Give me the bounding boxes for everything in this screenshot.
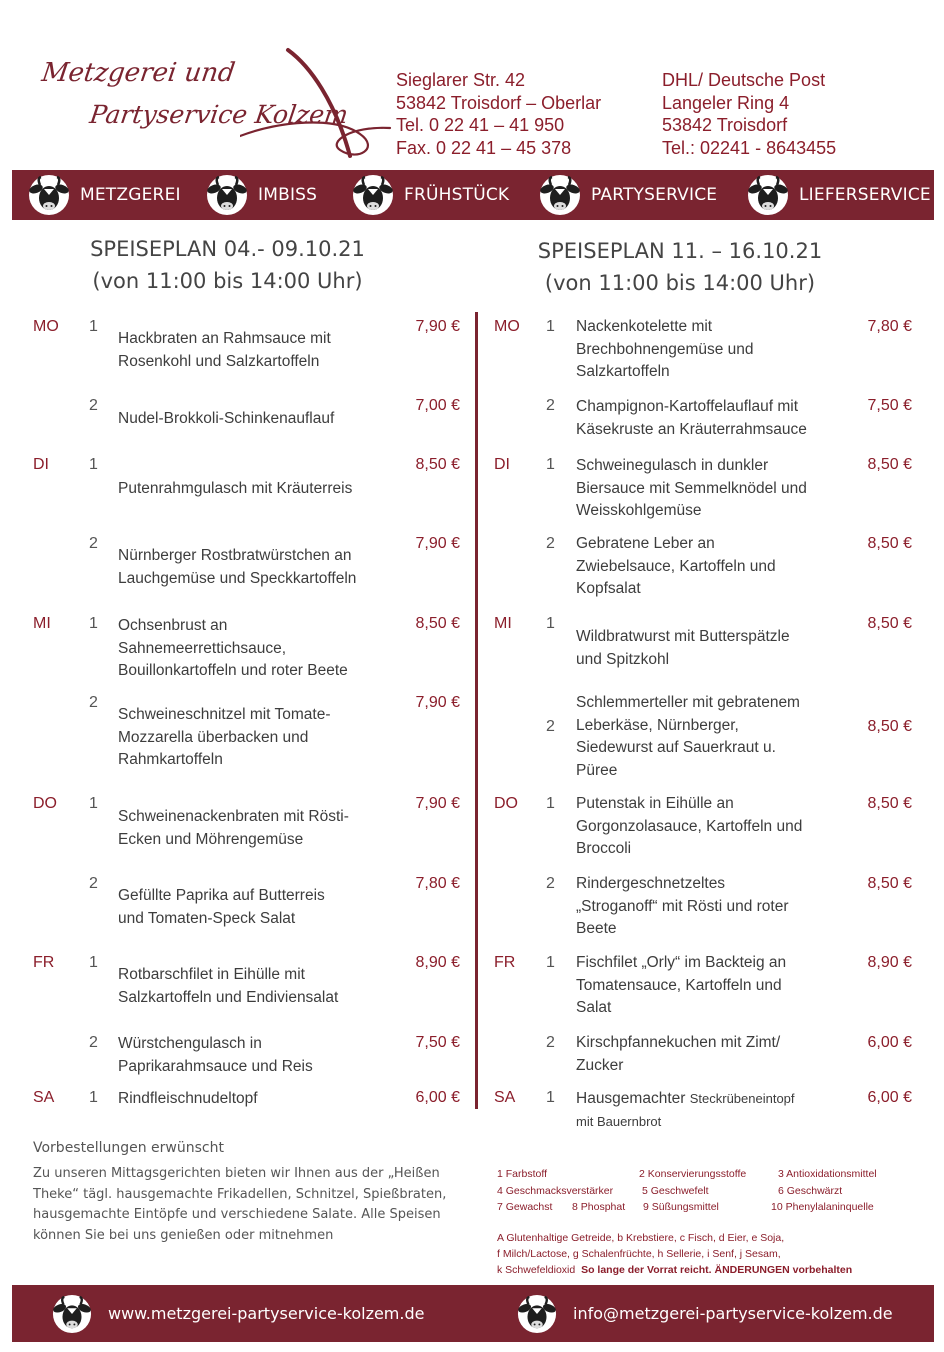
dish-price: 8,50 € [867,795,912,812]
dish-description: Kirschpfannekuchen mit Zimt/ Zucker [576,1034,781,1074]
dish-number: 2 [89,694,98,711]
dish-description: Schweineschnitzel mit Tomate- Mozzarella überbacken und Rahmkartoffeln [118,706,331,768]
hot-counter-info: Zu unseren Mittagsgerichten bieten wir Ihnen aus der „Heißen Theke“ tägl. hausgemachte Frikadellen, Schnitzel, Spießbraten, hausgemachte Eintöpfe und verschiedene Salate. Alle Speisen können Sie bei uns genießen oder mitnehmen [33,1166,447,1243]
dish-text: Hausgemachter [576,1090,686,1107]
day-label: MI [494,615,512,632]
website-link[interactable]: www.metzgerei-partyservice-kolzem.de [108,1304,425,1323]
dish-number: 1 [89,954,98,971]
day-label: MO [494,318,520,335]
legend-item: 7 Gewachst [497,1201,553,1213]
service-lieferservice [747,170,931,220]
service-metzgerei [28,170,181,220]
dish-description [576,1088,795,1133]
dish-description: Wildbratwurst mit Butterspätzle und Spitzkohl [576,628,790,668]
dish-number: 1 [89,318,98,335]
day-label: SA [494,1089,516,1106]
service-label: METZGEREI [80,185,181,205]
dish-price: 8,50 € [867,456,912,473]
plan-1-title: SPEISEPLAN 04.- 09.10.21 [90,237,365,261]
dish-description: Gebratene Leber an Zwiebelsauce, Kartoffeln und Kopfsalat [576,535,776,597]
day-label: FR [494,954,516,971]
logo-line-2: Partyservice Kolzem [87,100,350,129]
day-label: MO [33,318,59,335]
dish-description: Nudel-Brokkoli-Schinkenauflauf [118,410,335,427]
service-label: IMBISS [258,185,318,205]
allergen-line-last [497,1262,852,1278]
service-label: FRÜHSTÜCK [404,185,510,205]
cow-head-icon [539,174,581,216]
dish-number: 2 [546,875,555,892]
fax-line: Fax. 0 22 41 – 45 378 [396,137,572,158]
allergen-line: f Milch/Lactose, g Schalenfrüchte, h Sellerie, i Senf, j Sesam, [497,1248,781,1260]
service-imbiss [206,170,317,220]
dish-price: 6,00 € [415,1089,460,1106]
dish-number: 2 [89,1034,98,1051]
cow-head-icon [206,174,248,216]
dish-description: Rindfleischnudeltopf [118,1090,258,1107]
disclaimer: So lange der Vorrat reicht. ÄNDERUNGEN vorbehalten [581,1264,853,1276]
day-label: MI [33,615,51,632]
dish-number: 2 [546,535,555,552]
plan-2-hours: (von 11:00 bis 14:00 Uhr) [544,271,816,295]
dish-number: 2 [89,397,98,414]
dish-price: 8,50 € [415,456,460,473]
dish-price: 7,80 € [415,875,460,892]
allergen-legend [497,1230,852,1278]
dish-text-small: Steckrübeneintopf [689,1091,795,1106]
shop-address [396,69,601,159]
cow-head-icon [747,174,789,216]
dish-number: 2 [546,397,555,414]
service-band [12,170,934,220]
footer-band [12,1285,934,1342]
dish-description: Würstchengulasch in Paprikarahmsauce und Reis [118,1035,313,1075]
company-logo [30,40,380,170]
dish-price: 7,90 € [415,535,460,552]
post-address [662,69,836,159]
dish-price: 7,90 € [415,795,460,812]
dish-number: 2 [546,718,555,735]
cow-head-icon [52,1294,92,1334]
dish-description: Putenrahmgulasch mit Kräuterreis [118,480,353,497]
dish-number: 1 [546,615,555,632]
logo-line-1: Metzgerei und [39,58,237,88]
dish-price: 8,90 € [415,954,460,971]
dish-price: 7,90 € [415,694,460,711]
dish-description: Hackbraten an Rahmsauce mit Rosenkohl und Salzkartoffeln [118,330,331,370]
legend-item: 1 Farbstoff [497,1168,547,1180]
dish-number: 2 [546,1034,555,1051]
service-fruehstueck [352,170,509,220]
dish-number: 1 [89,795,98,812]
dish-description: Schweinegulasch in dunkler Biersauce mit Semmelknödel und Weisskohlgemüse [576,457,807,519]
plan-1-hours: (von 11:00 bis 14:00 Uhr) [92,269,363,293]
dish-description: Putenstak in Eihülle an Gorgonzolasauce, Kartoffeln und Broccoli [576,795,803,857]
legend-item: 8 Phosphat [572,1201,626,1213]
dish-text-line2: mit Bauernbrot [576,1113,662,1129]
day-label: DO [33,795,57,812]
dish-description: Fischfilet „Orly“ im Backteig an Tomatensauce, Kartoffeln und Salat [576,954,787,1016]
allergen-line: k Schwefeldioxid [497,1264,576,1276]
dish-price: 8,50 € [415,615,460,632]
dish-price: 7,80 € [867,318,912,335]
legend-item: 10 Phenylalaninquelle [771,1201,874,1213]
dish-price: 8,50 € [867,875,912,892]
dish-price: 7,50 € [415,1034,460,1051]
day-label: SA [33,1089,55,1106]
service-label: PARTYSERVICE [591,185,718,205]
dish-number: 1 [546,456,555,473]
dish-number: 2 [89,535,98,552]
phone-line: Tel.: 02241 - 8643455 [662,137,837,158]
logo-swash-icon [240,46,400,166]
service-partyservice [539,170,717,220]
dish-number: 1 [546,1089,555,1106]
footer-website [52,1285,424,1342]
dish-description: Schlemmerteller mit gebratenem Leberkäse, Nürnberger, Siedewurst auf Sauerkraut u. Püree [576,694,800,779]
dish-number: 2 [89,875,98,892]
cow-head-icon [352,174,394,216]
dish-number: 1 [546,954,555,971]
service-label: LIEFERSERVICE [799,185,931,205]
dish-description: Schweinenackenbraten mit Rösti- Ecken und Möhrengemüse [118,808,349,848]
legend-item: 6 Geschwärzt [778,1185,843,1197]
day-label: DI [494,456,510,473]
dish-price: 7,50 € [867,397,912,414]
preorder-note: Vorbestellungen erwünscht [33,1140,224,1156]
dish-description: Rotbarschfilet in Eihülle mit Salzkartoffeln und Endiviensalat [118,966,339,1006]
address-line: Langeler Ring 4 [662,92,790,113]
address-line: 53842 Troisdorf – Oberlar [396,92,602,113]
dish-description: Ochsenbrust an Sahnemeerrettichsauce, Bouillonkartoffeln und roter Beete [118,617,348,679]
day-label: FR [33,954,55,971]
cow-head-icon [517,1294,557,1334]
email-link[interactable]: info@metzgerei-partyservice-kolzem.de [573,1304,893,1323]
plan-2-heading [495,235,865,299]
dish-description: Nürnberger Rostbratwürstchen an Lauchgemüse und Speckkartoffeln [118,547,357,587]
legend-item: 5 Geschwefelt [642,1185,709,1197]
allergen-line: A Glutenhaltige Getreide, b Krebstiere, c Fisch, d Eier, e Soja, [497,1232,785,1244]
address-line: DHL/ Deutsche Post [662,70,826,90]
legend-item: 9 Süßungsmittel [643,1201,719,1213]
dish-number: 1 [546,318,555,335]
address-line: 53842 Troisdorf [662,115,788,135]
dish-price: 8,50 € [867,615,912,632]
legend-item: 2 Konservierungsstoffe [639,1168,747,1180]
dish-price: 8,90 € [867,954,912,971]
dish-price: 7,00 € [415,397,460,414]
day-label: DO [494,795,518,812]
dish-price: 6,00 € [867,1089,912,1106]
dish-price: 7,90 € [415,318,460,335]
dish-number: 1 [89,456,98,473]
legend-item: 3 Antioxidationsmittel [778,1168,877,1180]
dish-number: 1 [89,615,98,632]
dish-price: 8,50 € [867,718,912,735]
cow-head-icon [28,174,70,216]
dish-price: 8,50 € [867,535,912,552]
dish-number: 1 [89,1089,98,1106]
dish-description: Nackenkotelette mit Brechbohnengemüse und Salzkartoffeln [576,318,754,380]
footer-email [517,1285,893,1342]
address-line: Sieglarer Str. 42 [396,70,526,90]
day-label: DI [33,456,49,473]
dish-description: Rindergeschnetzeltes „Stroganoff“ mit Rösti und roter Beete [576,875,789,937]
dish-number: 1 [546,795,555,812]
legend-item: 4 Geschmacksverstärker [497,1185,614,1197]
phone-line: Tel. 0 22 41 – 41 950 [396,115,565,135]
column-divider [475,312,478,1109]
dish-description: Gefüllte Paprika auf Butterreis und Tomaten-Speck Salat [118,887,325,927]
plan-1-heading [50,233,405,297]
plan-2-title: SPEISEPLAN 11. – 16.10.21 [537,239,823,263]
dish-description: Champignon-Kartoffelauflauf mit Käsekruste an Kräuterrahmsauce [576,398,807,438]
dish-price: 6,00 € [867,1034,912,1051]
